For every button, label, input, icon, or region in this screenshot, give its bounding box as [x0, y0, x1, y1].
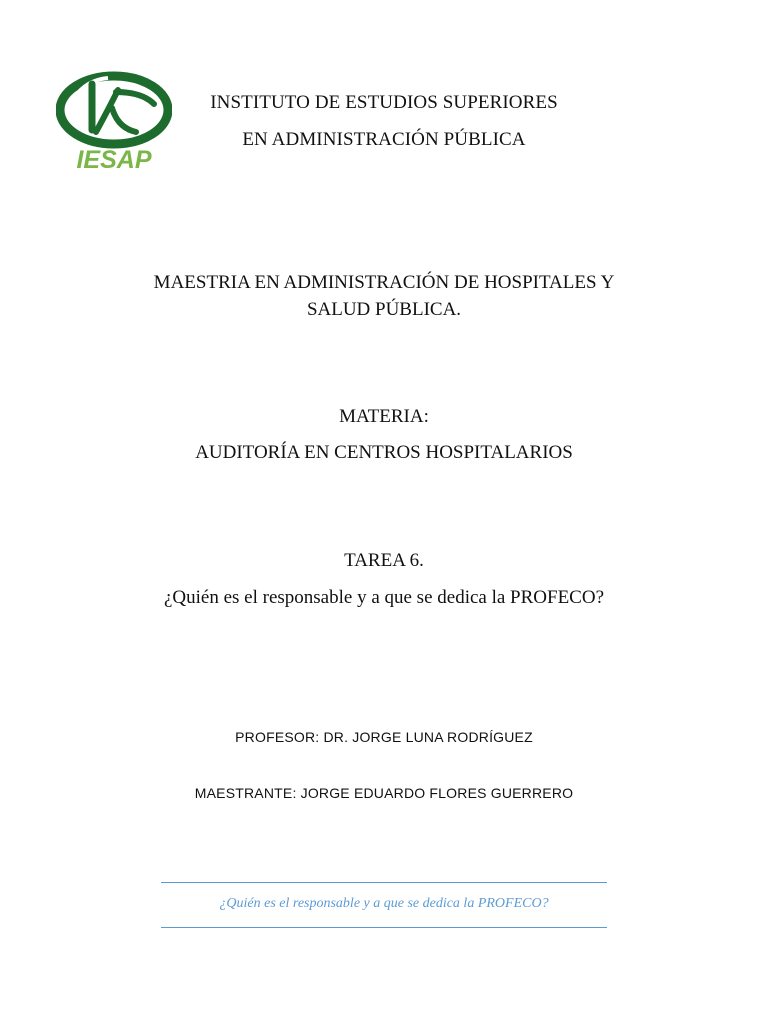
- assignment-question: ¿Quién es el responsable y a que se dedica la PROFECO?: [163, 587, 605, 608]
- institute-name-line2: EN ADMINISTRACIÓN PÚBLICA: [242, 129, 526, 150]
- program-title-line2: SALUD PÚBLICA.: [306, 299, 462, 320]
- subject-name: AUDITORÍA EN CENTROS HOSPITALARIOS: [195, 442, 573, 463]
- program-title-line1: MAESTRIA EN ADMINISTRACIÓN DE HOSPITALES Y: [153, 272, 615, 293]
- subject-label: MATERIA:: [339, 406, 429, 427]
- professor-name: PROFESOR: DR. JORGE LUNA RODRÍGUEZ: [235, 729, 533, 745]
- footer-rule-top: [161, 882, 607, 883]
- logo-text: IESAP: [76, 146, 152, 174]
- iesap-logo: [56, 70, 172, 174]
- student-name: MAESTRANTE: JORGE EDUARDO FLORES GUERRERO: [194, 785, 574, 801]
- assignment-label: TAREA 6.: [344, 550, 424, 571]
- footer-text: ¿Quién es el responsable y a que se dedica la PROFECO?: [219, 896, 549, 911]
- institute-name-line1: INSTITUTO DE ESTUDIOS SUPERIORES: [210, 92, 558, 113]
- footer-rule-bottom: [161, 927, 607, 928]
